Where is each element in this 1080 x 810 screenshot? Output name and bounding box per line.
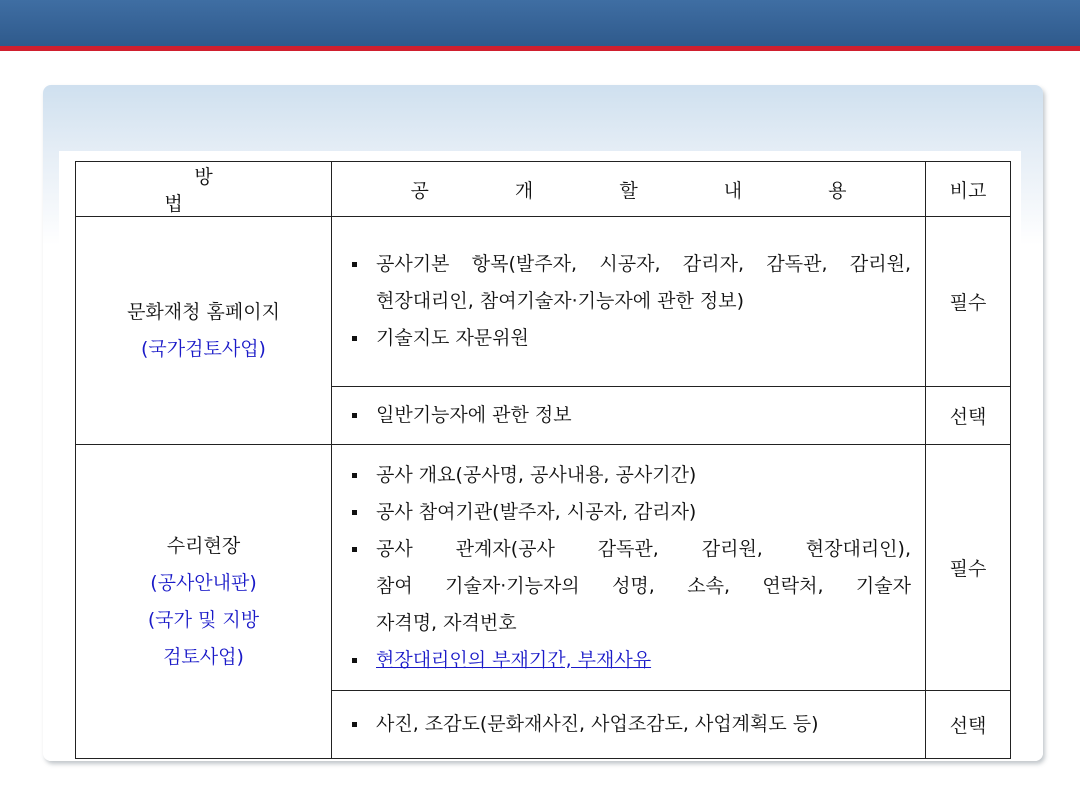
content-list <box>332 397 925 434</box>
method-label: 문화재청 홈페이지 <box>127 300 280 323</box>
site-agent-absence-link[interactable]: 현장대리인의 부재기간, 부재사유 <box>376 648 652 671</box>
method-sublabel: (국가 및 지방 <box>147 608 260 631</box>
list-item[interactable] <box>350 642 911 679</box>
table-header-row <box>76 162 1011 217</box>
list-item: 일반기능자에 관한 정보 <box>350 397 911 434</box>
content-cell <box>332 445 926 691</box>
list-item: 기술지도 자문위원 <box>350 320 911 357</box>
table-row <box>76 217 1011 387</box>
method-sublabel: (국가검토사업) <box>141 337 266 360</box>
note-cell: 필수 <box>926 445 1011 691</box>
list-item: 공사기본 항목(발주자, 시공자, 감리자, 감독관, 감리원, 현장대리인, 참여기술자·기능자에 관한 정보) <box>350 246 911 320</box>
content-cell <box>332 691 926 759</box>
top-accent-stripe <box>0 46 1080 51</box>
table-row <box>76 445 1011 691</box>
note-cell: 필수 <box>926 217 1011 387</box>
disclosure-table <box>75 161 1011 759</box>
header-method: 방 법 <box>76 162 332 217</box>
list-item: 사진, 조감도(문화재사진, 사업조감도, 사업계획도 등) <box>350 706 911 743</box>
content-cell <box>332 387 926 445</box>
method-cell-site <box>76 445 332 759</box>
content-list <box>332 457 925 679</box>
method-sublabel: 검토사업) <box>163 645 244 668</box>
top-title-bar <box>0 0 1080 46</box>
method-sublabel: (공사안내판) <box>150 571 257 594</box>
note-cell: 선택 <box>926 387 1011 445</box>
list-item: 공사 개요(공사명, 공사내용, 공사기간) <box>350 457 911 494</box>
header-content: 공 개 할 내 용 <box>332 162 926 217</box>
content-cell <box>332 217 926 387</box>
method-cell-homepage <box>76 217 332 445</box>
header-note: 비고 <box>926 162 1011 217</box>
content-list <box>332 246 925 357</box>
content-list <box>332 706 925 743</box>
list-item: 공사 관계자(공사 감독관, 감리원, 현장대리인), 참여 기술자·기능자의 성명, 소속, 연락처, 기술자 자격명, 자격번호 <box>350 531 911 642</box>
list-item: 공사 참여기관(발주자, 시공자, 감리자) <box>350 494 911 531</box>
method-label: 수리현장 <box>166 534 241 557</box>
note-cell: 선택 <box>926 691 1011 759</box>
